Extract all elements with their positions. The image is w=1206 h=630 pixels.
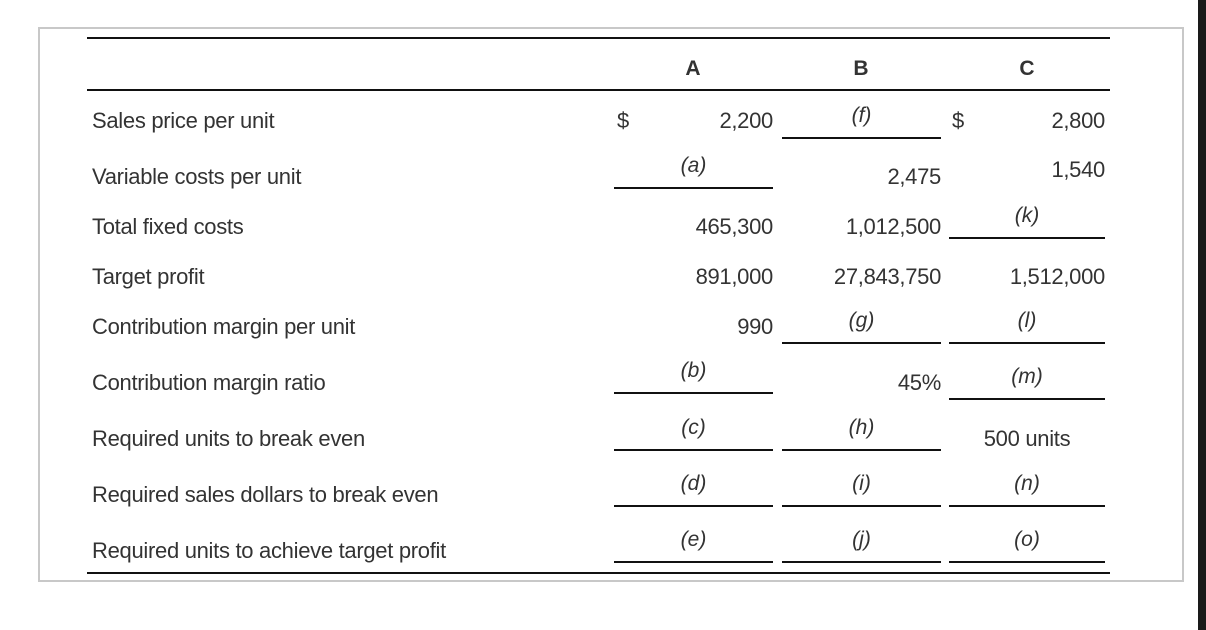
answer-blank-j[interactable]: (j)	[852, 528, 871, 551]
answer-blank-line	[614, 392, 773, 394]
row-label: Required sales dollars to break even	[92, 482, 439, 507]
row-label: Required units to break even	[92, 426, 365, 451]
cell-value: 2,200	[719, 108, 773, 133]
answer-blank-i[interactable]: (i)	[852, 472, 871, 495]
answer-blank-line	[614, 449, 773, 451]
answer-blank-line	[614, 187, 773, 189]
row-label: Contribution margin ratio	[92, 370, 326, 395]
answer-blank-d[interactable]: (d)	[680, 472, 707, 495]
answer-blank-line	[782, 137, 941, 139]
answer-blank-line	[614, 505, 773, 507]
cell-value: 891,000	[695, 264, 773, 289]
answer-blank-line	[782, 342, 941, 344]
column-header-a: A	[685, 57, 701, 80]
dollar-sign: $	[952, 108, 965, 133]
cell-value: 1,512,000	[1009, 264, 1105, 289]
cell-value: 2,475	[887, 164, 941, 189]
row-label: Required units to achieve target profit	[92, 538, 446, 563]
cell-value: 45%	[897, 370, 941, 395]
cell-value: 1,012,500	[845, 214, 941, 239]
cell-value: 465,300	[695, 214, 773, 239]
row-label: Target profit	[92, 264, 205, 289]
answer-blank-k[interactable]: (k)	[1014, 204, 1040, 227]
answer-blank-a[interactable]: (a)	[680, 154, 707, 177]
dollar-sign: $	[617, 108, 630, 133]
answer-blank-line	[949, 342, 1105, 344]
answer-blank-n[interactable]: (n)	[1014, 472, 1040, 495]
cell-value: 27,843,750	[833, 264, 941, 289]
column-header-b: B	[853, 57, 869, 80]
bottom-rule	[87, 572, 1110, 574]
row-label: Total fixed costs	[92, 214, 244, 239]
answer-blank-line	[782, 561, 941, 563]
answer-blank-b[interactable]: (b)	[680, 359, 707, 382]
row-label: Contribution margin per unit	[92, 314, 356, 339]
answer-blank-line	[949, 237, 1105, 239]
answer-blank-g[interactable]: (g)	[848, 309, 875, 332]
column-header-c: C	[1019, 57, 1035, 80]
header-rule	[87, 89, 1110, 91]
answer-blank-line	[949, 561, 1105, 563]
answer-blank-e[interactable]: (e)	[680, 528, 707, 551]
answer-blank-line	[949, 398, 1105, 400]
answer-blank-h[interactable]: (h)	[848, 416, 875, 439]
answer-blank-l[interactable]: (l)	[1017, 309, 1037, 332]
answer-blank-f[interactable]: (f)	[851, 104, 872, 127]
answer-blank-line	[949, 505, 1105, 507]
answer-blank-o[interactable]: (o)	[1014, 528, 1040, 551]
answer-blank-c[interactable]: (c)	[681, 416, 706, 439]
answer-blank-line	[782, 505, 941, 507]
answer-blank-m[interactable]: (m)	[1011, 365, 1043, 388]
top-rule	[87, 37, 1110, 39]
answer-blank-line	[614, 561, 773, 563]
row-label: Variable costs per unit	[92, 164, 302, 189]
cell-value: 1,540	[1051, 157, 1105, 182]
row-label: Sales price per unit	[92, 108, 275, 133]
cell-value: 2,800	[1051, 108, 1105, 133]
cell-value: 500 units	[983, 426, 1071, 451]
window-edge	[1198, 0, 1206, 630]
cell-value: 990	[737, 314, 773, 339]
answer-blank-line	[782, 449, 941, 451]
